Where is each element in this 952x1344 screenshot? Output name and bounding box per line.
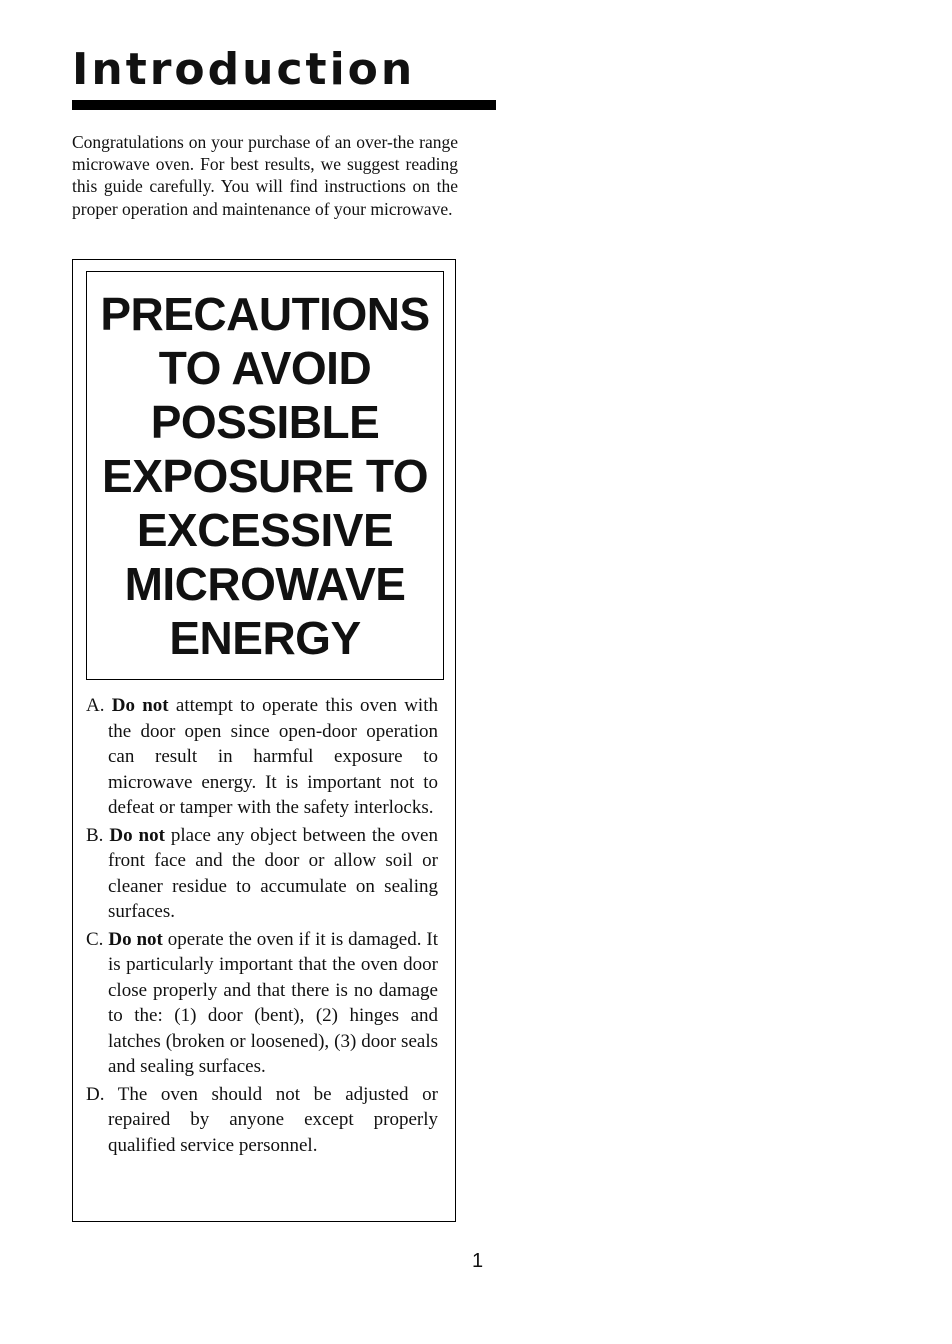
precautions-title-line: POSSIBLE [150, 395, 380, 448]
precaution-item-a [86, 693, 438, 821]
item-text: place any object between the oven front face and the door or allow soil or cleaner residue to accumulate on sealing surfaces. [108, 824, 438, 922]
precaution-item-d [86, 1082, 438, 1159]
item-text: attempt to operate this oven with the door open since open-door operation can result in harmful exposure to microwave energy. It is important not to defeat or tamper with the safety interlocks. [108, 695, 438, 818]
precautions-title-line: EXCESSIVE [136, 503, 394, 556]
item-emphasis: Do not [108, 928, 163, 950]
item-emphasis: Do not [111, 695, 169, 716]
precautions-title-line: MICROWAVE [124, 557, 406, 610]
title-rule [72, 100, 496, 110]
precautions-title-line: ENERGY [169, 611, 361, 664]
item-letter: C. [86, 928, 104, 950]
precaution-item-b [86, 823, 438, 925]
item-emphasis: Do not [109, 824, 165, 846]
item-letter: B. [86, 824, 104, 846]
intro-paragraph: Congratulations on your purchase of an over-the range microwave oven. For best results, we suggest reading this guide carefully. You will find instructions on the proper operation and maintenance of your microwave. [72, 132, 458, 219]
item-text: operate the oven if it is damaged. It is particularly important that the oven door close properly and that there is no damage to the: (1) door (bent), (2) hinges and latches (broken or loosened), (3) door seals and sealing surfaces. [108, 928, 438, 1077]
item-text: The oven should not be adjusted or repaired by anyone except properly qualified service personnel. [108, 1083, 438, 1156]
precautions-title-line: EXPOSURE TO [102, 449, 428, 502]
precautions-title-line: TO AVOID [158, 341, 372, 394]
precautions-list [86, 693, 438, 1160]
precautions-title-line: PRECAUTIONS [100, 287, 430, 340]
page-number: 1 [472, 1250, 484, 1272]
item-letter: A. [86, 695, 105, 716]
precaution-item-c [86, 927, 438, 1080]
page-title: Introduction [72, 44, 416, 95]
precautions-title-box [86, 271, 444, 680]
item-letter: D. [86, 1083, 105, 1105]
